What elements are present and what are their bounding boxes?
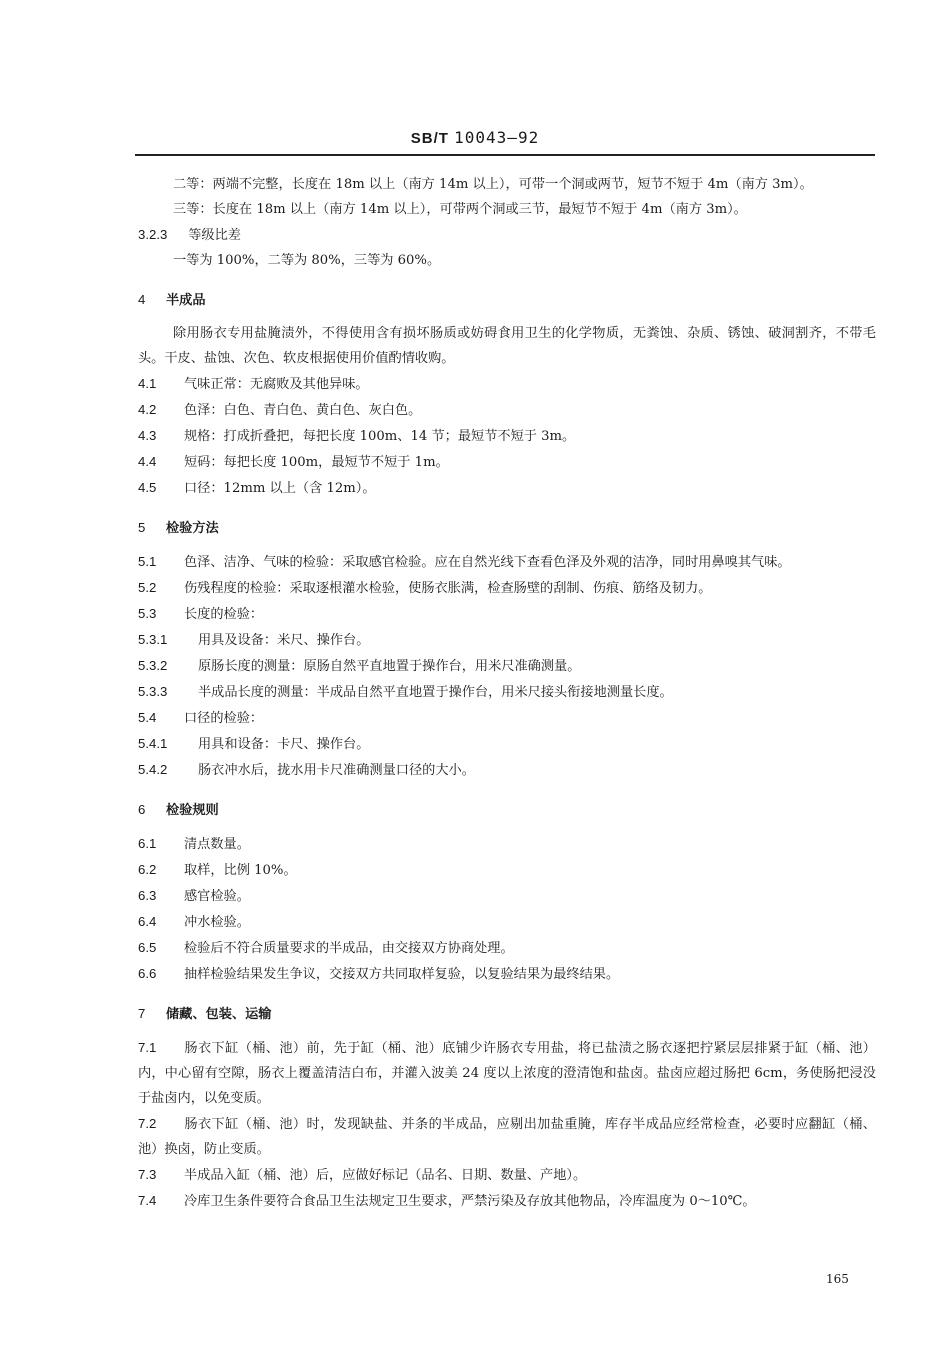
clause-text: 等级比差 <box>188 228 241 243</box>
section-5-heading <box>138 515 876 541</box>
clause-number: 6.1 <box>138 836 157 851</box>
section-number: 7 <box>138 1006 146 1021</box>
clause-4-1 <box>138 371 876 397</box>
grade-difference: 一等为 100%，二等为 80%，三等为 60%。 <box>173 253 441 268</box>
clause-number: 5.4 <box>138 710 157 725</box>
section-4-heading <box>138 287 876 313</box>
clause-text: 色泽、洁净、气味的检验：采取感官检验。应在自然光线下查看色泽及外观的洁净，同时用鼻嗅其气味。 <box>184 555 791 570</box>
clause-4-5 <box>138 475 876 501</box>
clause-7-1 <box>138 1035 876 1111</box>
clause-3-2-3 <box>138 222 876 248</box>
clause-6-2 <box>138 857 876 883</box>
section-title: 检验规则 <box>166 803 219 818</box>
clause-text: 规格：打成折叠把，每把长度 100m、14 节；最短节不短于 3m。 <box>184 429 576 444</box>
clause-text: 肠衣冲水后，拢水用卡尺准确测量口径的大小。 <box>198 763 475 778</box>
clause-text: 清点数量。 <box>184 837 250 852</box>
clause-text: 冲水检验。 <box>184 915 250 930</box>
clause-4-4 <box>138 449 876 475</box>
clause-7-2 <box>138 1111 876 1162</box>
standard-number: 10043—92 <box>454 128 540 147</box>
clause-number: 5.3.2 <box>138 658 168 673</box>
clause-number: 5.3.3 <box>138 684 168 699</box>
clause-number: 6.2 <box>138 862 157 877</box>
clause-text: 肠衣下缸（桶、池）前，先于缸（桶、池）底铺少许肠衣专用盐，将已盐渍之肠衣逐把拧紧层层排紧于缸（桶、池）内，中心留有空隙，肠衣上覆盖清洁白布，并灌入波美 24 度以上浓度的澄清饱和盐卤。盐卤应超过肠把 6cm，务使肠把浸没于盐卤内，以免变质。 <box>138 1041 876 1106</box>
clause-5-4-1 <box>138 731 876 757</box>
clause-text: 取样，比例 10%。 <box>184 863 297 878</box>
clause-text: 长度的检验： <box>184 607 264 622</box>
grade-two-paragraph: 二等：两端不完整，长度在 18m 以上（南方 14m 以上），可带一个洞或两节，短节不短于 4m（南方 3m）。 <box>173 177 813 192</box>
clause-text: 肠衣下缸（桶、池）时，发现缺盐、并条的半成品，应剔出加盐重腌，库存半成品应经常检查，必要时应翻缸（桶、池）换卤，防止变质。 <box>138 1117 876 1157</box>
clause-text: 抽样检验结果发生争议，交接双方共同取样复验，以复验结果为最终结果。 <box>184 967 620 982</box>
clause-text: 色泽：白色、青白色、黄白色、灰白色。 <box>184 403 422 418</box>
clause-number: 4.4 <box>138 454 157 469</box>
section-title: 检验方法 <box>166 521 219 536</box>
clause-6-5 <box>138 935 876 961</box>
clause-number: 4.2 <box>138 402 157 417</box>
clause-number: 6.6 <box>138 966 157 981</box>
clause-5-4 <box>138 705 876 731</box>
clause-number: 7.1 <box>138 1040 157 1055</box>
section-number: 6 <box>138 802 146 817</box>
clause-number: 6.3 <box>138 888 157 903</box>
clause-text: 半成品入缸（桶、池）后，应做好标记（品名、日期、数量、产地）。 <box>184 1168 587 1183</box>
clause-number: 4.3 <box>138 428 157 443</box>
clause-4-2 <box>138 397 876 423</box>
clause-7-3 <box>138 1162 876 1188</box>
clause-text: 冷库卫生条件要符合食品卫生法规定卫生要求，严禁污染及存放其他物品，冷库温度为 0～10℃。 <box>184 1194 756 1209</box>
clause-7-4 <box>138 1188 876 1214</box>
clause-number: 5.2 <box>138 580 157 595</box>
standard-prefix: SB/T <box>410 130 449 147</box>
clause-text: 短码：每把长度 100m，最短节不短于 1m。 <box>184 455 449 470</box>
clause-number: 7.2 <box>138 1116 157 1131</box>
clause-5-4-2 <box>138 757 876 783</box>
section-7-heading <box>138 1001 876 1027</box>
section-title: 半成品 <box>166 293 206 308</box>
clause-number: 5.4.2 <box>138 762 168 777</box>
clause-number: 3.2.3 <box>138 227 168 242</box>
clause-text: 半成品长度的测量：半成品自然平直地置于操作台，用米尺接头衔接地测量长度。 <box>198 685 673 700</box>
clause-6-4 <box>138 909 876 935</box>
document-header <box>0 128 950 147</box>
clause-5-3-3 <box>138 679 876 705</box>
section-6-heading <box>138 797 876 823</box>
section-title: 储藏、包装、运输 <box>166 1007 272 1022</box>
clause-number: 4.5 <box>138 480 157 495</box>
clause-text: 原肠长度的测量：原肠自然平直地置于操作台，用米尺准确测量。 <box>198 659 581 674</box>
clause-number: 7.4 <box>138 1193 157 1208</box>
clause-number: 5.3 <box>138 606 157 621</box>
document-body <box>138 172 876 1214</box>
clause-text: 口径：12mm 以上（含 12m）。 <box>184 481 376 496</box>
clause-4-3 <box>138 423 876 449</box>
clause-text: 用具及设备：米尺、操作台。 <box>198 633 370 648</box>
clause-number: 4.1 <box>138 376 157 391</box>
clause-5-3-1 <box>138 627 876 653</box>
clause-text: 用具和设备：卡尺、操作台。 <box>198 737 370 752</box>
grade-three-paragraph: 三等：长度在 18m 以上（南方 14m 以上），可带两个洞或三节，最短节不短于 4m（南方 3m）。 <box>173 202 747 217</box>
clause-text: 气味正常：无腐败及其他异味。 <box>184 377 369 392</box>
clause-number: 7.3 <box>138 1167 157 1182</box>
page-number: 165 <box>826 1272 849 1286</box>
clause-5-2 <box>138 575 876 601</box>
clause-6-1 <box>138 831 876 857</box>
clause-5-3-2 <box>138 653 876 679</box>
clause-5-3 <box>138 601 876 627</box>
clause-text: 口径的检验： <box>184 711 264 726</box>
section-number: 5 <box>138 520 146 535</box>
clause-number: 5.1 <box>138 554 157 569</box>
section-number: 4 <box>138 292 146 307</box>
section-4-intro: 除用肠衣专用盐腌渍外，不得使用含有损坏肠质或妨碍食用卫生的化学物质，无粪蚀、杂质、锈蚀、破洞割齐，不带毛头。干皮、盐蚀、次色、软皮根据使用价值酌情收购。 <box>138 326 876 366</box>
clause-number: 5.3.1 <box>138 632 168 647</box>
header-rule <box>135 154 875 156</box>
clause-6-3 <box>138 883 876 909</box>
clause-number: 6.5 <box>138 940 157 955</box>
clause-number: 6.4 <box>138 914 157 929</box>
clause-number: 5.4.1 <box>138 736 168 751</box>
clause-text: 伤残程度的检验：采取逐根灌水检验，使肠衣胀满，检查肠壁的刮制、伤痕、筋络及韧力。 <box>184 581 712 596</box>
clause-6-6 <box>138 961 876 987</box>
clause-text: 检验后不符合质量要求的半成品，由交接双方协商处理。 <box>184 941 514 956</box>
clause-5-1 <box>138 549 876 575</box>
clause-text: 感官检验。 <box>184 889 250 904</box>
